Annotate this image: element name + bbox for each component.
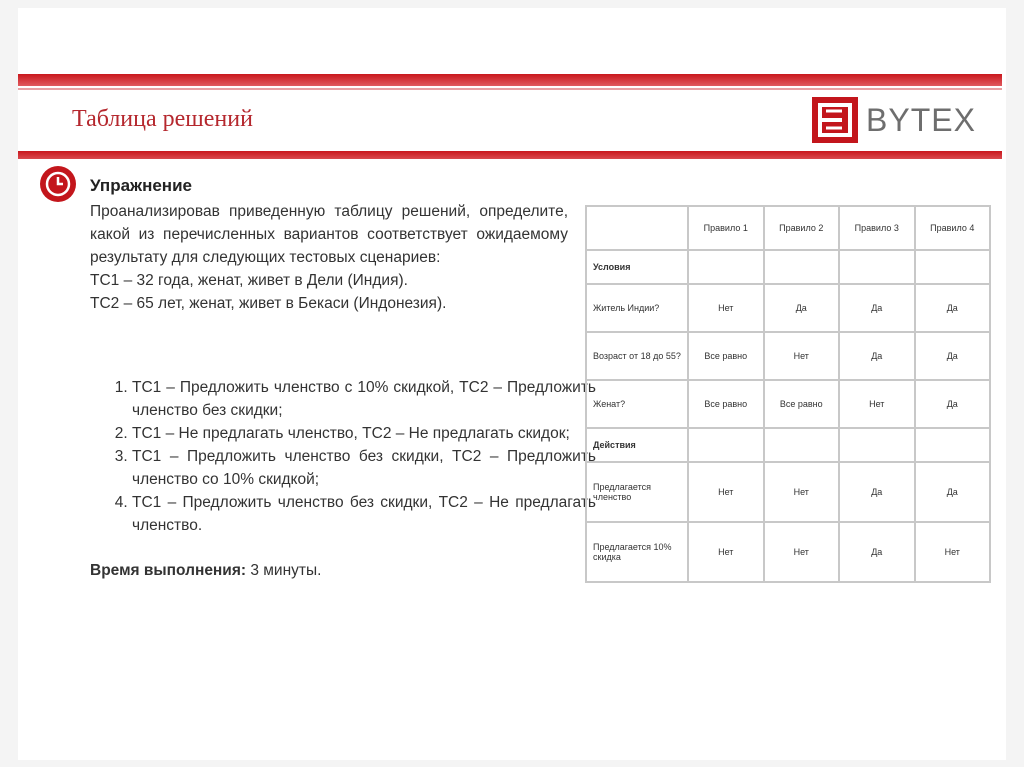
page-title: Таблица решений bbox=[72, 106, 253, 132]
table-header-cell: Правило 4 bbox=[915, 206, 991, 250]
table-cell: Да bbox=[839, 284, 915, 332]
bytex-logo bbox=[812, 96, 976, 144]
table-cell: Все равно bbox=[688, 380, 764, 428]
table-section-row bbox=[586, 428, 990, 462]
table-header-row bbox=[586, 206, 990, 250]
table-cell: Да bbox=[839, 522, 915, 582]
answer-option-1: 1. ТС1 – Предложить членство с 10% скидкой, ТС2 – Предложить членство без скидки; bbox=[132, 376, 596, 422]
table-row-label: Предлагается 10% скидка bbox=[586, 522, 688, 582]
bytex-logo-icon bbox=[812, 97, 858, 143]
time-value: 3 минуты. bbox=[250, 562, 322, 579]
decision-table bbox=[585, 205, 991, 583]
exercise-body bbox=[90, 200, 568, 315]
actions-label: Действия bbox=[586, 428, 688, 462]
logo-text: BYTEX bbox=[866, 101, 976, 138]
table-cell: Нет bbox=[688, 522, 764, 582]
table-row-label: Предлагается членство bbox=[586, 462, 688, 522]
time-label: Время выполнения: bbox=[90, 562, 247, 579]
table-header-cell: Правило 3 bbox=[839, 206, 915, 250]
table-header-cell: Правило 2 bbox=[764, 206, 840, 250]
table-cell: Да bbox=[839, 462, 915, 522]
header-bottom-bar bbox=[18, 151, 1002, 159]
table-cell: Все равно bbox=[764, 380, 840, 428]
table-cell: Да bbox=[915, 284, 991, 332]
table-row bbox=[586, 380, 990, 428]
table-section-row bbox=[586, 250, 990, 284]
table-cell: Нет bbox=[688, 284, 764, 332]
exercise-heading: Упражнение bbox=[90, 176, 192, 195]
table-cell: Да bbox=[764, 284, 840, 332]
table-row-label: Женат? bbox=[586, 380, 688, 428]
answer-option-2: 2. ТС1 – Не предлагать членство, ТС2 – Не предлагать скидок; bbox=[132, 422, 596, 445]
table-cell: Да bbox=[839, 332, 915, 380]
table-cell: Да bbox=[915, 332, 991, 380]
table-header-cell: Правило 1 bbox=[688, 206, 764, 250]
table-header-cell bbox=[586, 206, 688, 250]
top-decorative-line bbox=[18, 88, 1002, 90]
answer-option-4: 4. ТС1 – Предложить членство без скидки, ТС2 – Не предлагать членство. bbox=[132, 491, 596, 537]
table-row-label: Возраст от 18 до 55? bbox=[586, 332, 688, 380]
conditions-label: Условия bbox=[586, 250, 688, 284]
answer-options bbox=[104, 376, 596, 537]
table-row bbox=[586, 522, 990, 582]
table-cell: Нет bbox=[915, 522, 991, 582]
table-row-label: Житель Индии? bbox=[586, 284, 688, 332]
table-cell: Нет bbox=[688, 462, 764, 522]
time-line bbox=[90, 562, 321, 580]
table-cell: Нет bbox=[764, 522, 840, 582]
table-row bbox=[586, 284, 990, 332]
table-cell: Да bbox=[915, 462, 991, 522]
clock-icon bbox=[40, 166, 76, 202]
exercise-description: Проанализировав приведенную таблицу решений, определите, какой из перечисленных вариантов соответствует ожидаемому результату для следующих тестовых сценариев: bbox=[90, 203, 568, 266]
table-cell: Нет bbox=[764, 332, 840, 380]
table-cell: Все равно bbox=[688, 332, 764, 380]
answer-option-3: 3. ТС1 – Предложить членство без скидки, ТС2 – Предложить членство со 10% скидкой; bbox=[132, 445, 596, 491]
test-case-2: ТС2 – 65 лет, женат, живет в Бекаси (Индонезия). bbox=[90, 295, 447, 312]
table-row bbox=[586, 462, 990, 522]
table-cell: Да bbox=[915, 380, 991, 428]
table-cell: Нет bbox=[764, 462, 840, 522]
table-cell: Нет bbox=[839, 380, 915, 428]
top-decorative-bar bbox=[18, 74, 1002, 86]
test-case-1: ТС1 – 32 года, женат, живет в Дели (Индия). bbox=[90, 272, 408, 289]
table-row bbox=[586, 332, 990, 380]
